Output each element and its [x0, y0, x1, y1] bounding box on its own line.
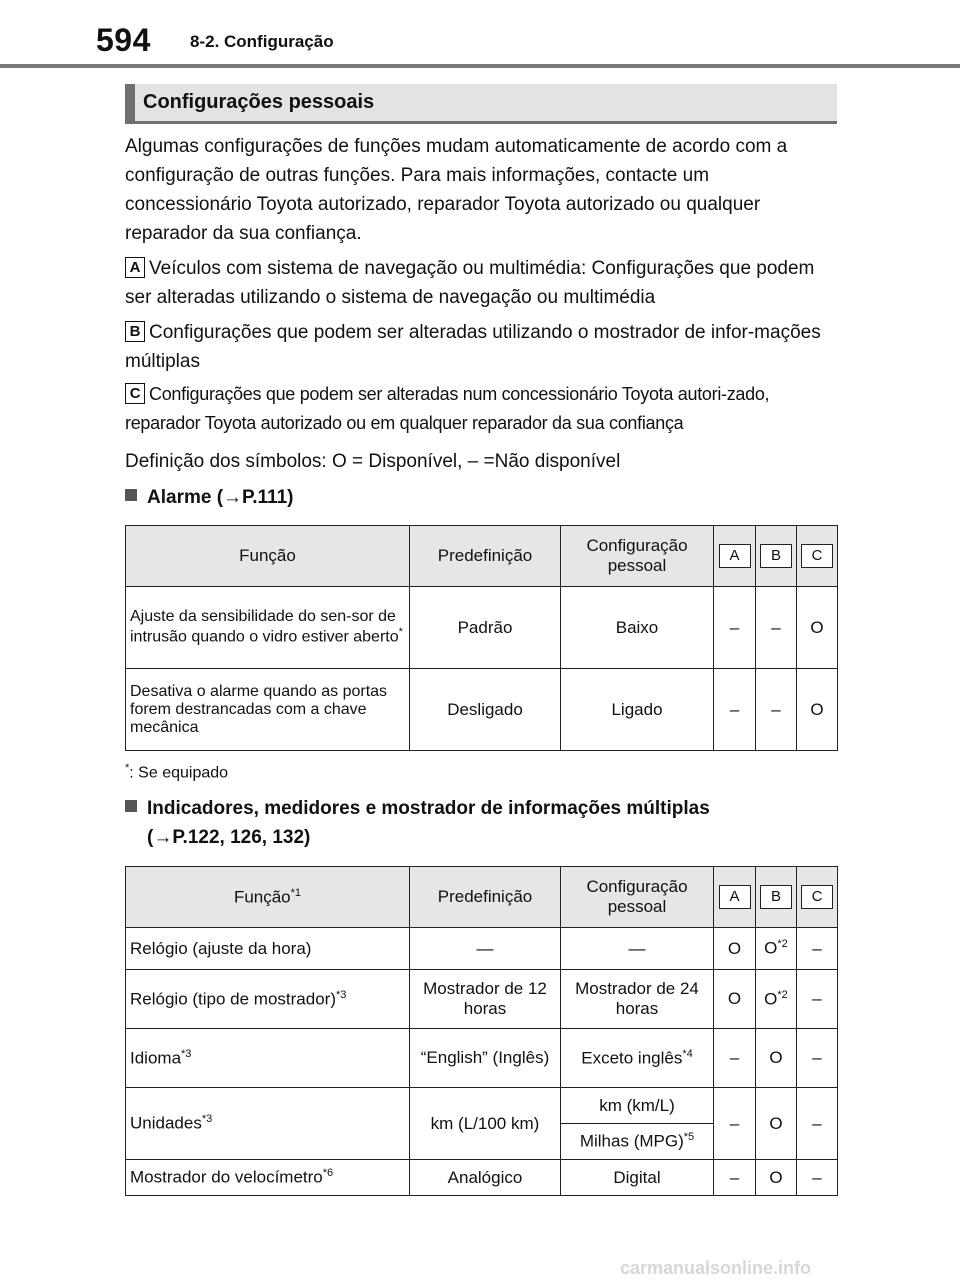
legend-a: [125, 254, 837, 312]
row-function: Idioma$^{*3}$: [126, 1029, 410, 1088]
row-b: –: [756, 669, 797, 751]
row-default: km (L/100 km): [410, 1088, 561, 1160]
header-default: Predefinição: [410, 526, 561, 587]
watermark: carmanualsonline.info: [620, 1258, 812, 1278]
row-default: —: [410, 928, 561, 970]
alarm-table: [125, 525, 838, 751]
row-personal: Exceto inglês$^{*4}$: [561, 1029, 714, 1088]
row-personal: Mostrador de 24 horas: [561, 970, 714, 1029]
row-c: –: [797, 1088, 838, 1160]
row-a: O: [714, 928, 756, 970]
row-a: –: [714, 1088, 756, 1160]
page-header: [0, 0, 960, 68]
table-row: [126, 1088, 838, 1124]
indicators-heading-line1: Indicadores, medidores e mostrador de informações múltiplas: [147, 798, 710, 819]
row-c: –: [797, 970, 838, 1029]
square-bullet-icon: [125, 489, 137, 501]
row-a: –: [714, 1029, 756, 1088]
indicators-heading: [125, 794, 837, 852]
row-default: Padrão: [410, 587, 561, 669]
header-c: C: [797, 526, 838, 587]
row-c: –: [797, 1160, 838, 1196]
row-a: O: [714, 970, 756, 1029]
row-function: Relógio (ajuste da hora): [126, 928, 410, 970]
header-personal: Configuração pessoal: [561, 867, 714, 928]
row-function: Relógio (tipo de mostrador)$^{*3}$: [126, 970, 410, 1029]
row-personal: Ligado: [561, 669, 714, 751]
table-row: [126, 928, 838, 970]
row-b: –: [756, 587, 797, 669]
header-b: B: [756, 526, 797, 587]
legend-c-box: C: [125, 383, 145, 404]
row-a: –: [714, 587, 756, 669]
legend-c: [125, 380, 837, 438]
indicators-heading-line2: (→P.122, 126, 132): [147, 827, 311, 848]
row-personal: km (km/L): [561, 1088, 714, 1124]
header-default: Predefinição: [410, 867, 561, 928]
row-personal: —: [561, 928, 714, 970]
row-personal-alt: Milhas (MPG)$^{*5}$: [561, 1124, 714, 1160]
row-function: Unidades$^{*3}$: [126, 1088, 410, 1160]
row-a: –: [714, 1160, 756, 1196]
header-a: A: [714, 526, 756, 587]
row-a: –: [714, 669, 756, 751]
indicators-table: [125, 866, 838, 1196]
row-c: O: [797, 587, 838, 669]
chapter-title: 8-2. Configuração: [190, 32, 334, 51]
legend-b-text: Configurações que podem ser alteradas utilizando o mostrador de infor-mações múltiplas: [125, 322, 821, 372]
row-b: $O^{*2}$: [756, 970, 797, 1029]
table-row: [126, 1029, 838, 1088]
footnote: [125, 762, 228, 782]
header-personal: Configuração pessoal: [561, 526, 714, 587]
table-row: [126, 1160, 838, 1196]
legend-c-text: Configurações que podem ser alteradas num concessionário Toyota autori-zado, reparador Toyota autorizado ou em qualquer reparador da sua confiança: [125, 384, 770, 433]
legend-a-text: Veículos com sistema de navegação ou multimédia: Configurações que podem ser alteradas utilizando o sistema de navegação ou multimédia: [125, 258, 815, 308]
legend-b: [125, 318, 837, 376]
section-title-bar: [125, 84, 837, 124]
legend-b-box: B: [125, 321, 145, 342]
row-default: Analógico: [410, 1160, 561, 1196]
row-personal: Baixo: [561, 587, 714, 669]
header-function: Função: [126, 526, 410, 587]
alarm-heading: [125, 483, 837, 512]
table-row: [126, 587, 838, 669]
row-b: $O^{*2}$: [756, 928, 797, 970]
legend-a-box: A: [125, 257, 145, 278]
row-default: Mostrador de 12 horas: [410, 970, 561, 1029]
table-row: [126, 970, 838, 1029]
page-number: 594: [96, 22, 151, 58]
header-a: A: [714, 867, 756, 928]
row-b: O: [756, 1160, 797, 1196]
row-personal: Digital: [561, 1160, 714, 1196]
row-default: Desligado: [410, 669, 561, 751]
table-header-row: [126, 867, 838, 928]
symbols-definition: Definição dos símbolos: O = Disponível, – =Não disponível: [125, 451, 621, 472]
table-row: [126, 669, 838, 751]
row-c: O: [797, 669, 838, 751]
header-rule: [0, 64, 960, 68]
row-b: O: [756, 1029, 797, 1088]
row-function: Ajuste da sensibilidade do sen-sor de intrusão quando o vidro estiver aberto*: [126, 587, 410, 669]
section-title: Configurações pessoais: [143, 91, 375, 113]
intro-paragraph: Algumas configurações de funções mudam automaticamente de acordo com a configuração de outras funções. Para mais informações, contacte um concessionário Toyota autorizado, reparador Toyota autorizado ou qualquer reparador da sua confiança.: [125, 136, 788, 244]
row-default: “English” (Inglês): [410, 1029, 561, 1088]
footnote-text: : Se equipado: [129, 764, 229, 782]
square-bullet-icon: [125, 800, 137, 812]
row-c: –: [797, 928, 838, 970]
row-c: –: [797, 1029, 838, 1088]
header-b: B: [756, 867, 797, 928]
header-function: Função$^{*1}$: [126, 867, 410, 928]
row-function: Mostrador do velocímetro$^{*6}$: [126, 1160, 410, 1196]
alarm-heading-text: Alarme (→P.111): [147, 487, 294, 508]
header-c: C: [797, 867, 838, 928]
footnote-mark: *: [125, 762, 130, 774]
table-header-row: [126, 526, 838, 587]
row-b: O: [756, 1088, 797, 1160]
row-function: Desativa o alarme quando as portas forem destrancadas com a chave mecânica: [126, 669, 410, 751]
